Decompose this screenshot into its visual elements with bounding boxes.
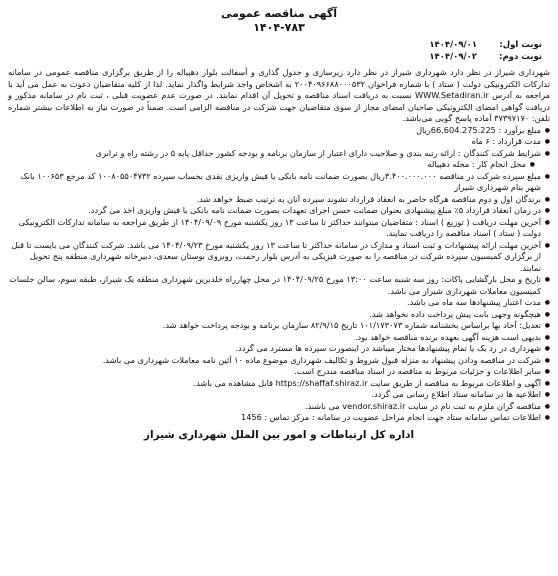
condition-item: ● مدت اعتبار پیشنهادها سه ماه می باشد. [8,297,550,309]
condition-item: ● برندگان اول و دوم مناقصه هرگاه حاضر به انعقاد قرارداد نشوند سپرده آنان به ترتیب ضبط خواهد شد. [8,194,550,206]
second-turn-date: ۱۴۰۴/۰۹/۰۲ [429,52,478,62]
condition-item: ● در زمان انعقاد قرارداد ۵٪ مبلغ پیشنهادی بعنوان ضمانت حسن اجرای تعهدات بصورت ضمانت نامه بانکی یا فیش واریزی اخذ می گردد. [8,205,550,217]
condition-item: ● بدیهی است هزینه آگهی بعهده برنده مناقصه خواهد بود. [8,332,550,344]
condition-item: ● شرکت در مناقصه ودادن پیشنهاد به منزله قبول شروط و تکالیف شهرداری موضوع ماده ۱۰ آئین نامه معاملات شهرداری می باشد. [8,355,550,367]
tender-notice [8,6,550,442]
condition-item: ● محل انجام کار : محله دهپیاله [8,159,550,171]
condition-item: ● تاریخ و محل بازگشایی پاکات: روز سه شنبه ساعت ۱۳:۰۰ مورخ ۱۴۰۴/۰۹/۲۵ در محل چهارراه خلدبرین شهرداری منطقه یک شیراز، طبقه سوم، سالن جلسات کمیسیون معاملات شهرداری شیراز می باشد. [8,274,550,297]
condition-item: ● شرایط شرکت کنندگان : ارائه رتبه بندی و صلاحیت دارای اعتبار از سازمان برنامه و بودجه کشور حداقل پایه ۵ در رشته راه و ترابری [8,148,550,160]
condition-item: ● آگهی و اطلاعات مربوط به مناقصه از طریق سایت https://shaffaf.shiraz.ir قابل مشاهده می باشد. [8,378,550,390]
second-turn-label: نوبت دوم: [499,52,542,62]
first-turn-date: ۱۴۰۴/۰۹/۰۱ [429,40,478,50]
condition-item: ● آخرین مهلت دریافت ( توزیع ) اسناد : متقاضیان میتوانند حداکثر تا ساعت ۱۳ روز یکشنبه مورخ ۱۴۰۴/۰۹/۰۹ از طریق مراجعه به سامانه تدارکات الکترونیکی دولت ( ستاد ) اسناد مناقصه را دریافت نمایند. [8,217,550,240]
intro-paragraph: شهرداری شیراز در نظر دارد شهرداری شیراز در نظر دارد زیرسازی و جدول گذاری و آسفالت بلوار دهپیاله را از طریق برگزاری مناقصه عمومی در سامانه تدارکات الکترونیکی دولت ( ستاد ) با شماره فراخوان ۲۰۰۴۰۹۶۶۸۸۰۰۰۵۳۲ به اشخاص واجد شرایط واگذار نماید. لذا از کلیه متقاضیان دعوت به عمل می آید با مراجعه به آدرس WWW.Setadiran.ir نسبت به دریافت اسناد مناقصه و تحویل آن اقدام نمایند. در صورت عدم عضویت قبلی ، ثبت نام در سامانه مذکور و دریافت گواهی امضای الکترونیکی صاحبان امضای مجاز از سوی متقاضیان جهت شرکت در مناقصه الزامی است. ضمناً در صورت نیاز به اطلاعات بیشتر شماره تلفن: ۳۷۳۹۷۱۷۰ آماده پاسخ گویی می‌باشد. [8,67,550,124]
condition-item: ● تعدیل: آحاد بها براساس بخشنامه شماره ۱۰۱/۱۷۳۰۷۳ تاریخ ۸۲/۹/۱۵ سازمان برنامه و بودجه پرداخت خواهد شد. [8,320,550,332]
second-turn [8,51,550,63]
first-turn [8,39,550,51]
condition-item: ● هیچگونه وجهی بابت پیش پرداخت داده نخواهد شد. [8,309,550,321]
conditions-list [8,125,550,424]
condition-item: ● اطلاعات تماس سامانه ستاد جهت انجام مراحل عضویت در سامانه : مرکز تماس : 1456 [8,412,550,424]
condition-item: ● اطلاعیه ها در سامانه ستاد اطلاع رسانی می گردد. [8,389,550,401]
notice-number: ۱۴۰۴-۷۸۳ [253,21,305,34]
condition-item: ● آخرین مهلت ارائه پیشنهادات و ثبت اسناد و مدارک در سامانه حداکثر تا ساعت ۱۳ روز یکشنبه مورخ ۱۴۰۴/۰۹/۲۳ می باشد. شرکت کنندگان می بایست تا قبل از برگزاری کمیسیون سپرده شرکت در مناقصه را به صورت فیزیکی به آدرس بلوار رحمت، روبروی بوستان سعدی، دبیرخانه شهرداری منطقه پنج تحویل نمایند. [8,240,550,275]
condition-item: ● مبلغ برآورد : 66.604.275.225ریال [8,125,550,137]
notice-title: آگهی مناقصه عمومی [220,7,338,20]
condition-item: ● مبلغ سپرده شرکت در مناقصه ۳.۴۰۰.۰۰۰.۰۰۰ریال بصورت ضمانت نامه بانکی یا فیش واریزی نقدی بحساب سپرده ۱۰۰۸۰۵۵۰۴۷۳۲ کد مرجع ۱۰۰۶۵۳ بانک شهر بنام شهرداری شیراز [8,171,550,194]
condition-item: ● مدت قرارداد : ۶ ماه [8,136,550,148]
first-turn-label: نوبت اول: [499,40,542,50]
condition-item: ● سایر اطلاعات و جزئیات مربوط به مناقصه در اسناد مناقصه مندرج است. [8,366,550,378]
issuer-signature: اداره کل ارتباطات و امور بین الملل شهرداری شیراز [143,428,415,441]
condition-item: ● شهرداری در رد یک یا تمام پیشنهادها مختار میباشد در اینصورت سپرده ها مسترد می گردد. [8,343,550,355]
condition-item: ● مناقصه گران ملزم به ثبت نام در سایت vendor.shiraz.ir می باشند. [8,401,550,413]
